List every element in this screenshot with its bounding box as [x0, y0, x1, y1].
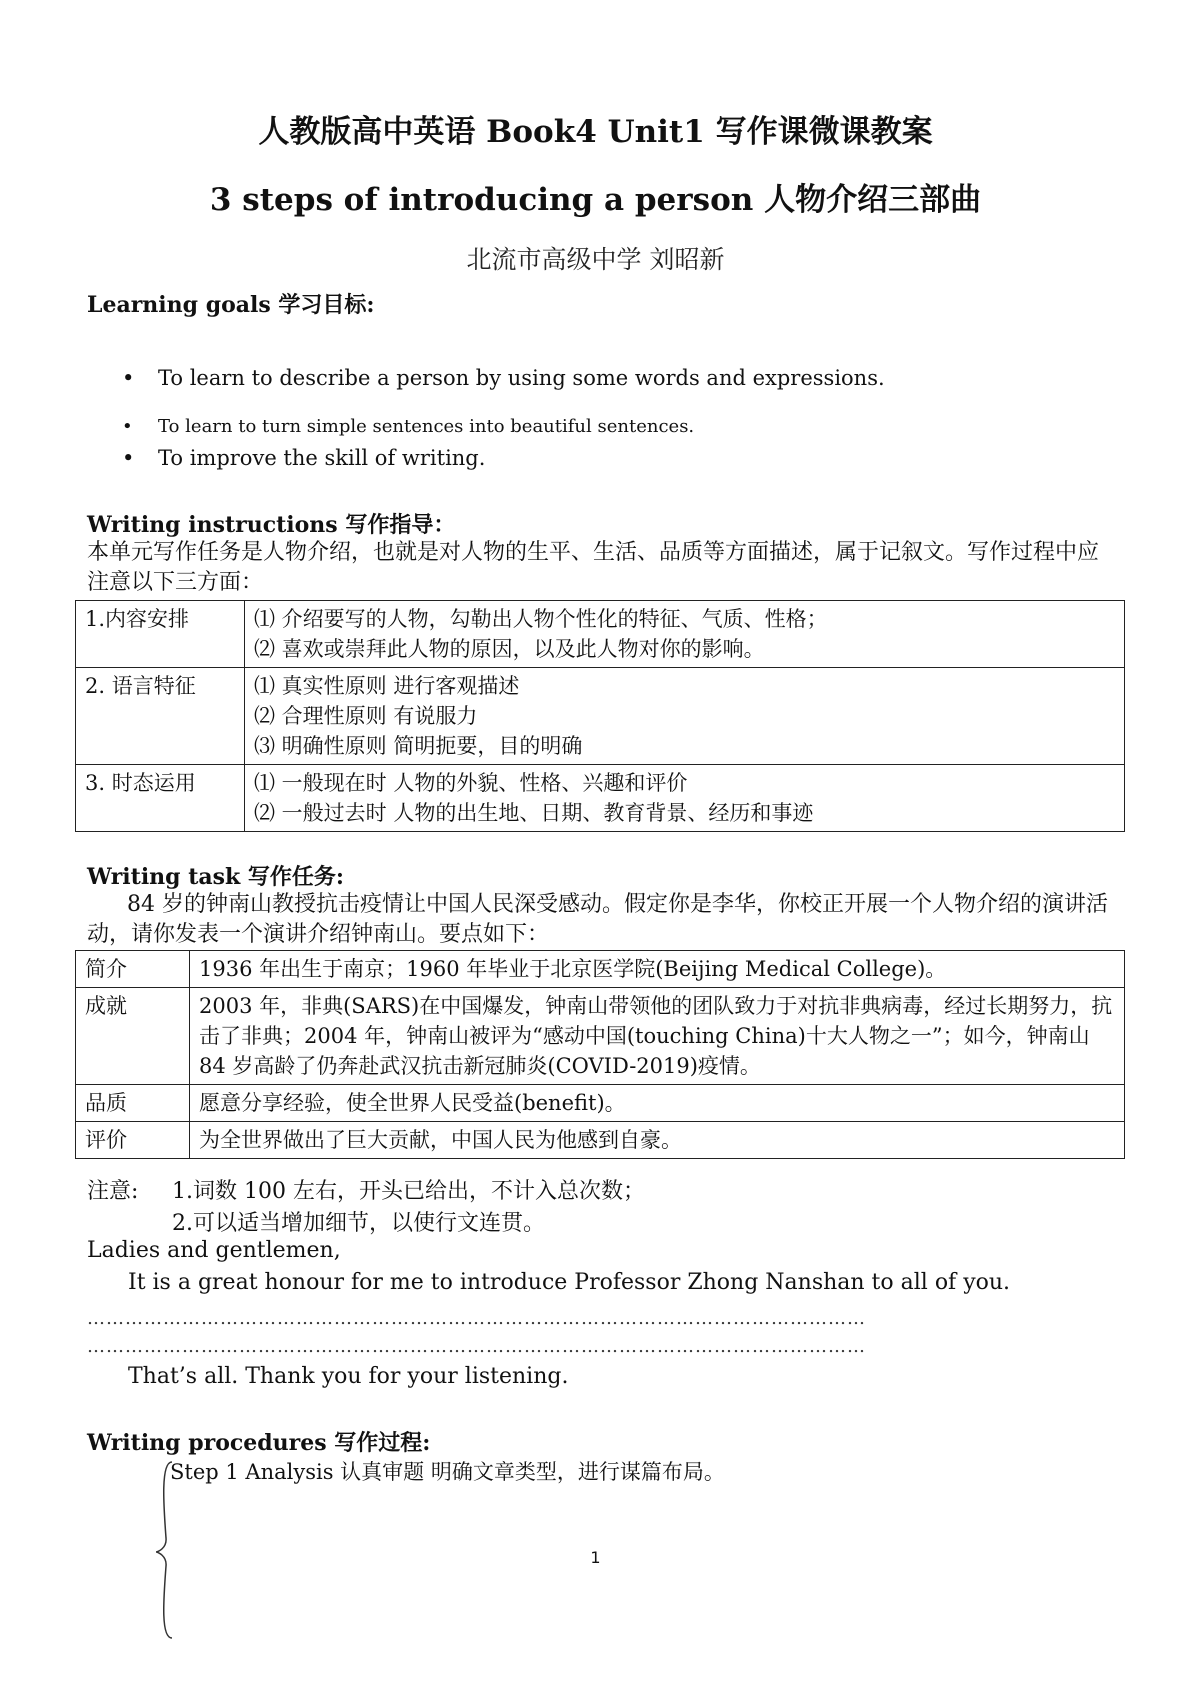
document-subtitle: 3 steps of introducing a person 人物介绍三部曲: [209, 182, 982, 218]
answer-line: ……………………………………………………………………………………………………………: [87, 1308, 866, 1329]
table-cell-label: 品质: [76, 1085, 190, 1122]
table-cell-content: 1936 年出生于南京；1960 年毕业于北京医学院(Beijing Medical College)。: [190, 951, 1125, 988]
bullet-icon: •: [122, 366, 135, 390]
page-number: 1: [590, 1548, 601, 1567]
table-row: [76, 1122, 1125, 1159]
table-row: [76, 988, 1125, 1085]
writing-procedures-heading: Writing procedures 写作过程:: [87, 1430, 431, 1456]
table-line: ⑵ 喜欢或崇拜此人物的原因，以及此人物对你的影响。: [254, 637, 765, 661]
table-row: [76, 668, 1125, 765]
table-line: ⑴ 介绍要写的人物，勾勒出人物个性化的特征、气质、性格；: [254, 607, 828, 631]
writing-instructions-heading: Writing instructions 写作指导：: [87, 512, 456, 538]
table-line: ⑵ 合理性原则 有说服力: [254, 704, 478, 728]
answer-line: ……………………………………………………………………………………………………………: [87, 1336, 866, 1357]
table-line: ⑵ 一般过去时 人物的出生地、日期、教育背景、经历和事迹: [254, 801, 814, 825]
table-cell-label: 3. 时态运用: [76, 765, 245, 832]
writing-task-intro: 84 岁的钟南山教授抗击疫情让中国人民深受感动。假定你是李华，你校正开展一个人物介绍的演讲活动，请你发表一个演讲介绍钟南山。要点如下：: [87, 892, 1108, 947]
table-line: ⑶ 明确性原则 简明扼要，目的明确: [254, 734, 583, 758]
goal-item: [122, 416, 694, 437]
table-row: [76, 765, 1125, 832]
writing-task-heading: Writing task 写作任务:: [87, 864, 345, 890]
bullet-icon: •: [122, 416, 133, 437]
goal-item: [122, 446, 485, 470]
document-title: 人教版高中英语 Book4 Unit1 写作课微课教案: [258, 114, 933, 150]
note-item: 1.词数 100 左右，开头已给出，不计入总次数；: [172, 1179, 645, 1204]
goal-item: [122, 366, 885, 390]
goal-text: To learn to describe a person by using some words and expressions.: [158, 366, 885, 390]
learning-goals-heading: Learning goals 学习目标:: [87, 292, 375, 318]
writing-instructions-intro: 本单元写作任务是人物介绍，也就是对人物的生平、生活、品质等方面描述，属于记叙文。写作过程中应注意以下三方面：: [87, 540, 1100, 595]
table-row: [76, 601, 1125, 668]
table-cell-label: 2. 语言特征: [76, 668, 245, 765]
table-cell-content: 愿意分享经验，使全世界人民受益(benefit)。: [190, 1085, 1125, 1122]
table-cell-content: [245, 668, 1125, 765]
table-cell-label: 评价: [76, 1122, 190, 1159]
note-label: 注意:: [87, 1179, 139, 1204]
writing-instructions-table: [75, 600, 1125, 832]
table-cell-label: 简介: [76, 951, 190, 988]
closing-sentence: That’s all. Thank you for your listening.: [128, 1364, 569, 1389]
table-row: [76, 1085, 1125, 1122]
table-line: ⑴ 一般现在时 人物的外貌、性格、兴趣和评价: [254, 771, 688, 795]
table-cell-content: 为全世界做出了巨大贡献，中国人民为他感到自豪。: [190, 1122, 1125, 1159]
table-line: ⑴ 真实性原则 进行客观描述: [254, 674, 520, 698]
opening-sentence: It is a great honour for me to introduce Professor Zhong Nanshan to all of you.: [128, 1270, 1011, 1295]
table-cell-label: 成就: [76, 988, 190, 1085]
writing-task-table: [75, 950, 1125, 1159]
bullet-icon: •: [122, 446, 135, 470]
table-cell-content: [245, 601, 1125, 668]
goal-text: To learn to turn simple sentences into beautiful sentences.: [158, 416, 695, 437]
table-cell-content: 2003 年，非典(SARS)在中国爆发，钟南山带领他的团队致力于对抗非典病毒，经过长期努力，抗击了非典；2004 年，钟南山被评为“感动中国(touching China)十大人物之一”；如今，钟南山 84 岁高龄了仍奔赴武汉抗击新冠肺炎(COVID-2019)疫情。: [190, 988, 1125, 1085]
step-1: Step 1 Analysis 认真审题 明确文章类型，进行谋篇布局。: [170, 1460, 725, 1484]
table-row: [76, 951, 1125, 988]
table-cell-label: 1.内容安排: [76, 601, 245, 668]
table-cell-content: [245, 765, 1125, 832]
note-item: 2.可以适当增加细节，以使行文连贯。: [172, 1211, 545, 1236]
author-line: 北流市高级中学 刘昭新: [466, 245, 725, 274]
goal-text: To improve the skill of writing.: [158, 446, 486, 470]
salutation: Ladies and gentlemen,: [87, 1238, 341, 1263]
